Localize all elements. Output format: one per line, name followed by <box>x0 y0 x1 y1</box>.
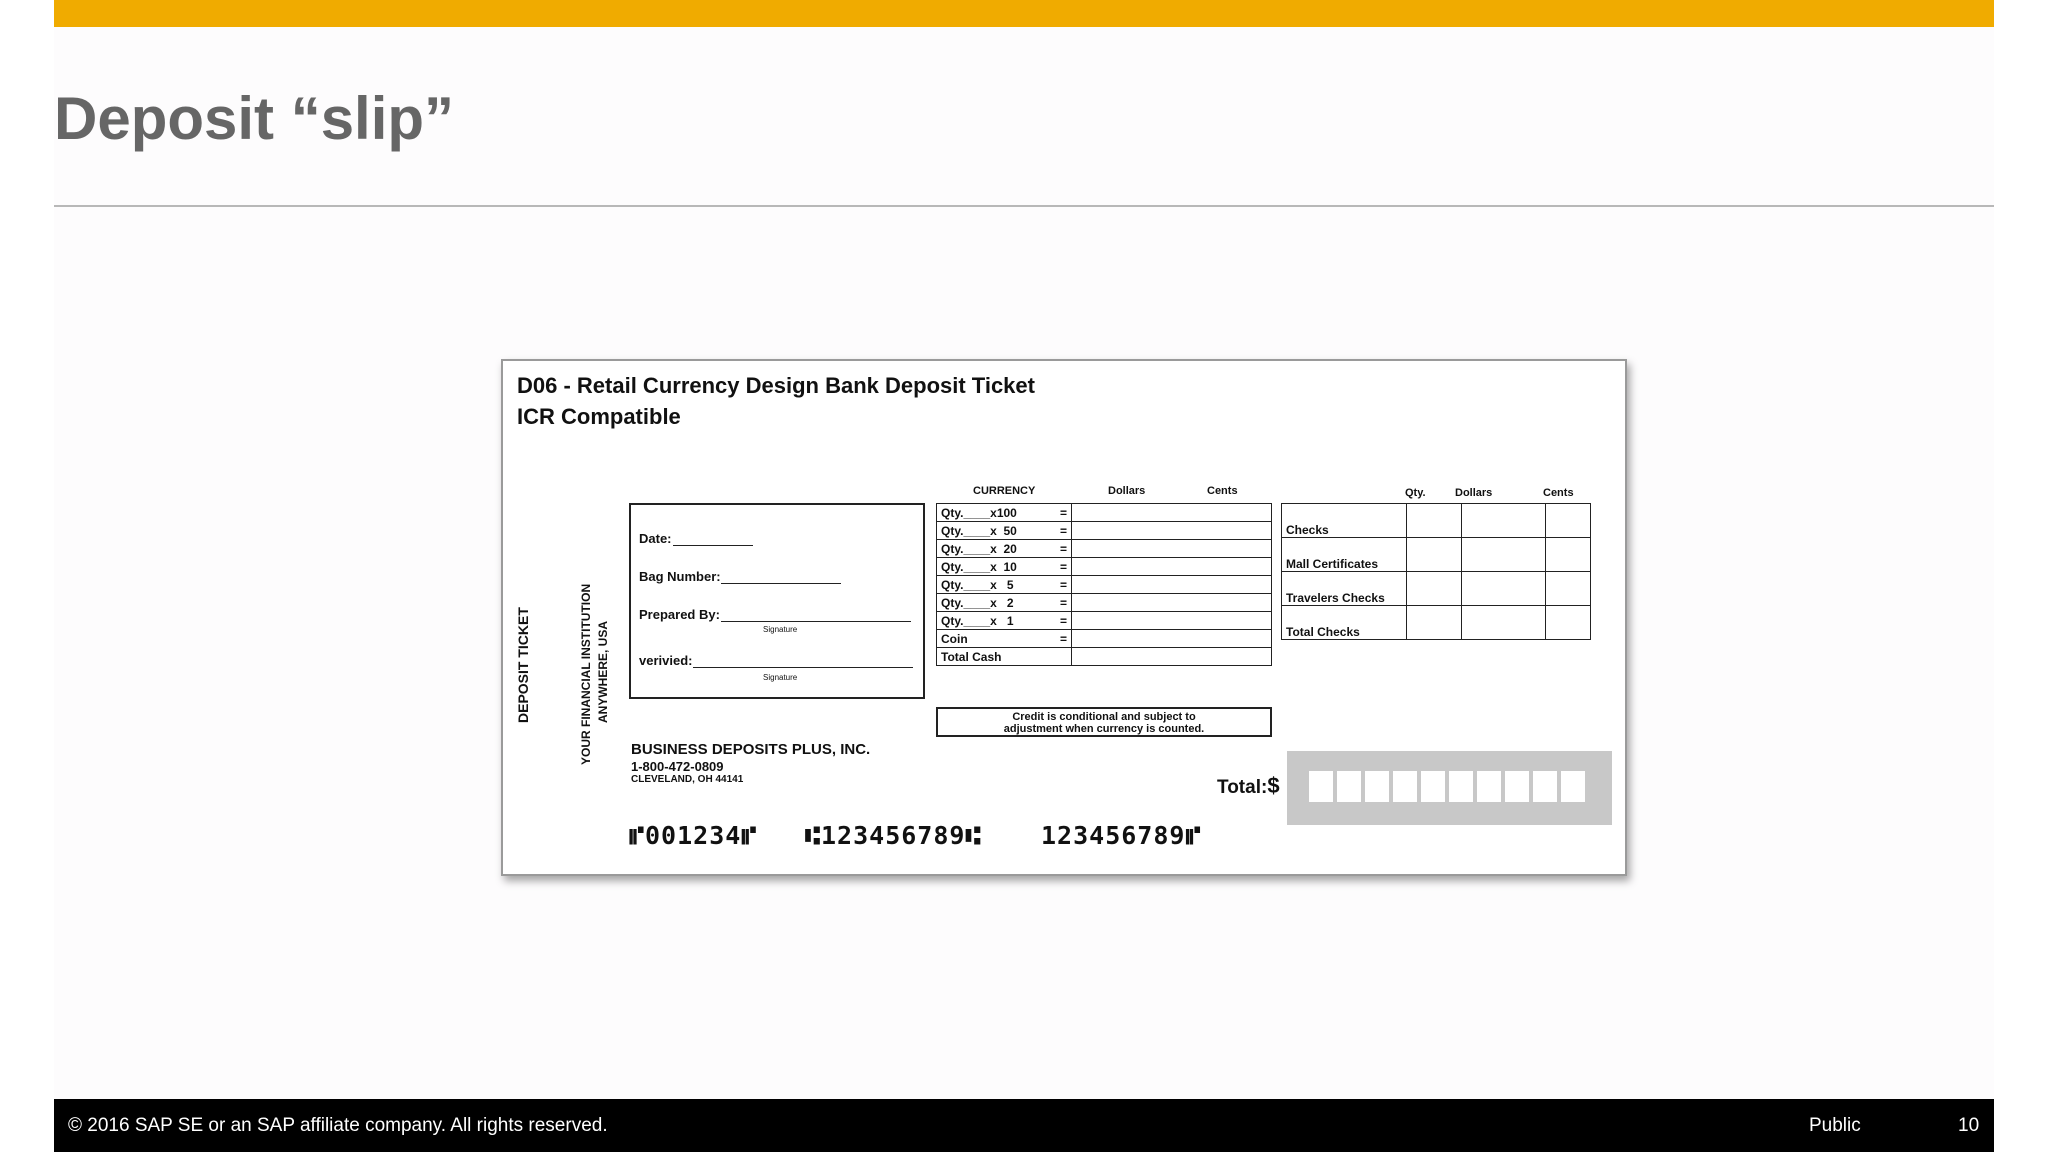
equals-sign: = <box>1059 505 1067 520</box>
equals-sign: = <box>1059 541 1067 556</box>
equals-sign: = <box>1059 613 1067 628</box>
currency-row-label <box>937 594 1072 612</box>
slide-title: Deposit “slip” <box>54 85 455 152</box>
micr-routing-number: ⑆123456789⑆ <box>805 821 982 850</box>
currency-row <box>937 558 1272 576</box>
footer-classification: Public <box>1809 1115 1861 1136</box>
checks-row-label: Total Checks <box>1282 606 1407 640</box>
checks-amount-cell <box>1406 538 1461 572</box>
currency-row-label <box>937 612 1072 630</box>
checks-amount-cell <box>1406 504 1461 538</box>
total-amount-field <box>1287 751 1612 825</box>
currency-row <box>937 594 1272 612</box>
currency-row <box>937 540 1272 558</box>
prepared-by-label: Prepared By: <box>639 607 720 622</box>
signature-hint: Signature <box>763 625 798 634</box>
denomination-label: Qty.____x 5 <box>941 577 1014 592</box>
deposit-ticket-label: DEPOSIT TICKET <box>515 607 531 723</box>
equals-sign: = <box>1059 523 1067 538</box>
total-digit-box <box>1421 771 1445 802</box>
verified-label: verivied: <box>639 653 693 668</box>
denomination-label: Qty.____x 20 <box>941 541 1017 556</box>
institution-location: ANYWHERE, USA <box>596 620 610 723</box>
checks-row <box>1282 538 1591 572</box>
accent-bar <box>54 0 1994 27</box>
micr-account-number: 123456789⑈ <box>1041 821 1202 850</box>
checks-amount-cell <box>1546 572 1591 606</box>
checks-dollars-header: Dollars <box>1455 487 1493 499</box>
amount-cell <box>1072 648 1272 666</box>
denomination-label: Coin <box>941 631 968 646</box>
checks-rows <box>1282 504 1591 640</box>
currency-row <box>937 648 1272 666</box>
denomination-label: Qty.____x 2 <box>941 595 1014 610</box>
checks-qty-header: Qty. <box>1405 487 1426 499</box>
micr-check-number: ⑈001234⑈ <box>629 821 758 850</box>
amount-cell <box>1072 522 1272 540</box>
currency-header: CURRENCY <box>973 485 1036 497</box>
checks-amount-cell <box>1546 504 1591 538</box>
denomination-label: Total Cash <box>941 649 1002 664</box>
credit-notice-line1: Credit is conditional and subject to <box>1012 711 1196 723</box>
company-address: CLEVELAND, OH 44141 <box>631 774 744 785</box>
deposit-slip-image <box>501 359 1627 876</box>
total-digit-box <box>1561 771 1585 802</box>
total-currency-symbol: $ <box>1267 773 1280 798</box>
institution-name: YOUR FINANCIAL INSTITUTION <box>579 583 593 765</box>
total-digit-box <box>1365 771 1389 802</box>
currency-row-label <box>937 648 1072 666</box>
denomination-label: Qty.____x100 <box>941 505 1017 520</box>
currency-rows <box>937 504 1272 666</box>
currency-row <box>937 576 1272 594</box>
amount-cell <box>1072 576 1272 594</box>
currency-row-label <box>937 630 1072 648</box>
checks-amount-cell <box>1406 606 1461 640</box>
checks-row <box>1282 572 1591 606</box>
total-digit-box <box>1477 771 1501 802</box>
footer-copyright: © 2016 SAP SE or an SAP affiliate company. All rights reserved. <box>68 1115 608 1136</box>
date-line <box>673 545 753 546</box>
amount-cell <box>1072 504 1272 522</box>
currency-row <box>937 630 1272 648</box>
checks-row <box>1282 606 1591 640</box>
slide <box>54 0 1994 1152</box>
page-number: 10 <box>1958 1115 1980 1136</box>
checks-table <box>1281 503 1591 640</box>
denomination-label: Qty.____x 50 <box>941 523 1017 538</box>
currency-row-label <box>937 522 1072 540</box>
amount-cell <box>1072 612 1272 630</box>
checks-amount-cell <box>1546 538 1591 572</box>
amount-cell <box>1072 594 1272 612</box>
currency-row <box>937 504 1272 522</box>
denomination-label: Qty.____x 1 <box>941 613 1014 628</box>
checks-amount-cell <box>1462 606 1546 640</box>
currency-row <box>937 522 1272 540</box>
checks-amount-cell <box>1546 606 1591 640</box>
total-digit-box <box>1505 771 1529 802</box>
amount-cell <box>1072 630 1272 648</box>
info-box <box>629 503 925 699</box>
amount-cell <box>1072 540 1272 558</box>
checks-row <box>1282 504 1591 538</box>
currency-dollars-header: Dollars <box>1108 485 1146 497</box>
company-phone: 1-800-472-0809 <box>631 759 724 774</box>
signature-hint-2: Signature <box>763 673 798 682</box>
slip-subheading: ICR Compatible <box>517 404 681 429</box>
checks-cents-header: Cents <box>1543 487 1574 499</box>
checks-row-label: Mall Certificates <box>1282 538 1407 572</box>
footer <box>54 1099 1994 1152</box>
currency-table <box>936 503 1272 666</box>
checks-amount-cell <box>1406 572 1461 606</box>
currency-row <box>937 612 1272 630</box>
checks-amount-cell <box>1462 504 1546 538</box>
equals-sign: = <box>1059 595 1067 610</box>
company-name: BUSINESS DEPOSITS PLUS, INC. <box>631 741 871 758</box>
prepared-by-line <box>721 621 911 622</box>
denomination-label: Qty.____x 10 <box>941 559 1017 574</box>
checks-amount-cell <box>1462 572 1546 606</box>
currency-row-label <box>937 504 1072 522</box>
amount-cell <box>1072 558 1272 576</box>
credit-notice <box>936 707 1272 737</box>
checks-amount-cell <box>1462 538 1546 572</box>
total-digit-box <box>1309 771 1333 802</box>
equals-sign: = <box>1059 577 1067 592</box>
verified-line <box>693 667 913 668</box>
equals-sign: = <box>1059 559 1067 574</box>
equals-sign: = <box>1059 631 1067 646</box>
currency-row-label <box>937 576 1072 594</box>
credit-notice-line2: adjustment when currency is counted. <box>1003 723 1205 735</box>
checks-row-label: Checks <box>1282 504 1407 538</box>
bag-number-label: Bag Number: <box>639 569 721 584</box>
checks-row-label: Travelers Checks <box>1282 572 1407 606</box>
total-label <box>1217 773 1280 799</box>
bag-number-line <box>721 583 841 584</box>
currency-row-label <box>937 540 1072 558</box>
total-digit-box <box>1393 771 1417 802</box>
currency-cents-header: Cents <box>1207 485 1238 497</box>
currency-row-label <box>937 558 1072 576</box>
total-digit-box <box>1533 771 1557 802</box>
title-divider <box>54 205 1994 207</box>
slip-heading: D06 - Retail Currency Design Bank Deposit Ticket <box>517 373 1035 398</box>
date-label: Date: <box>639 531 672 546</box>
total-digit-box <box>1449 771 1473 802</box>
total-text: Total: <box>1217 777 1268 798</box>
total-digit-box <box>1337 771 1361 802</box>
